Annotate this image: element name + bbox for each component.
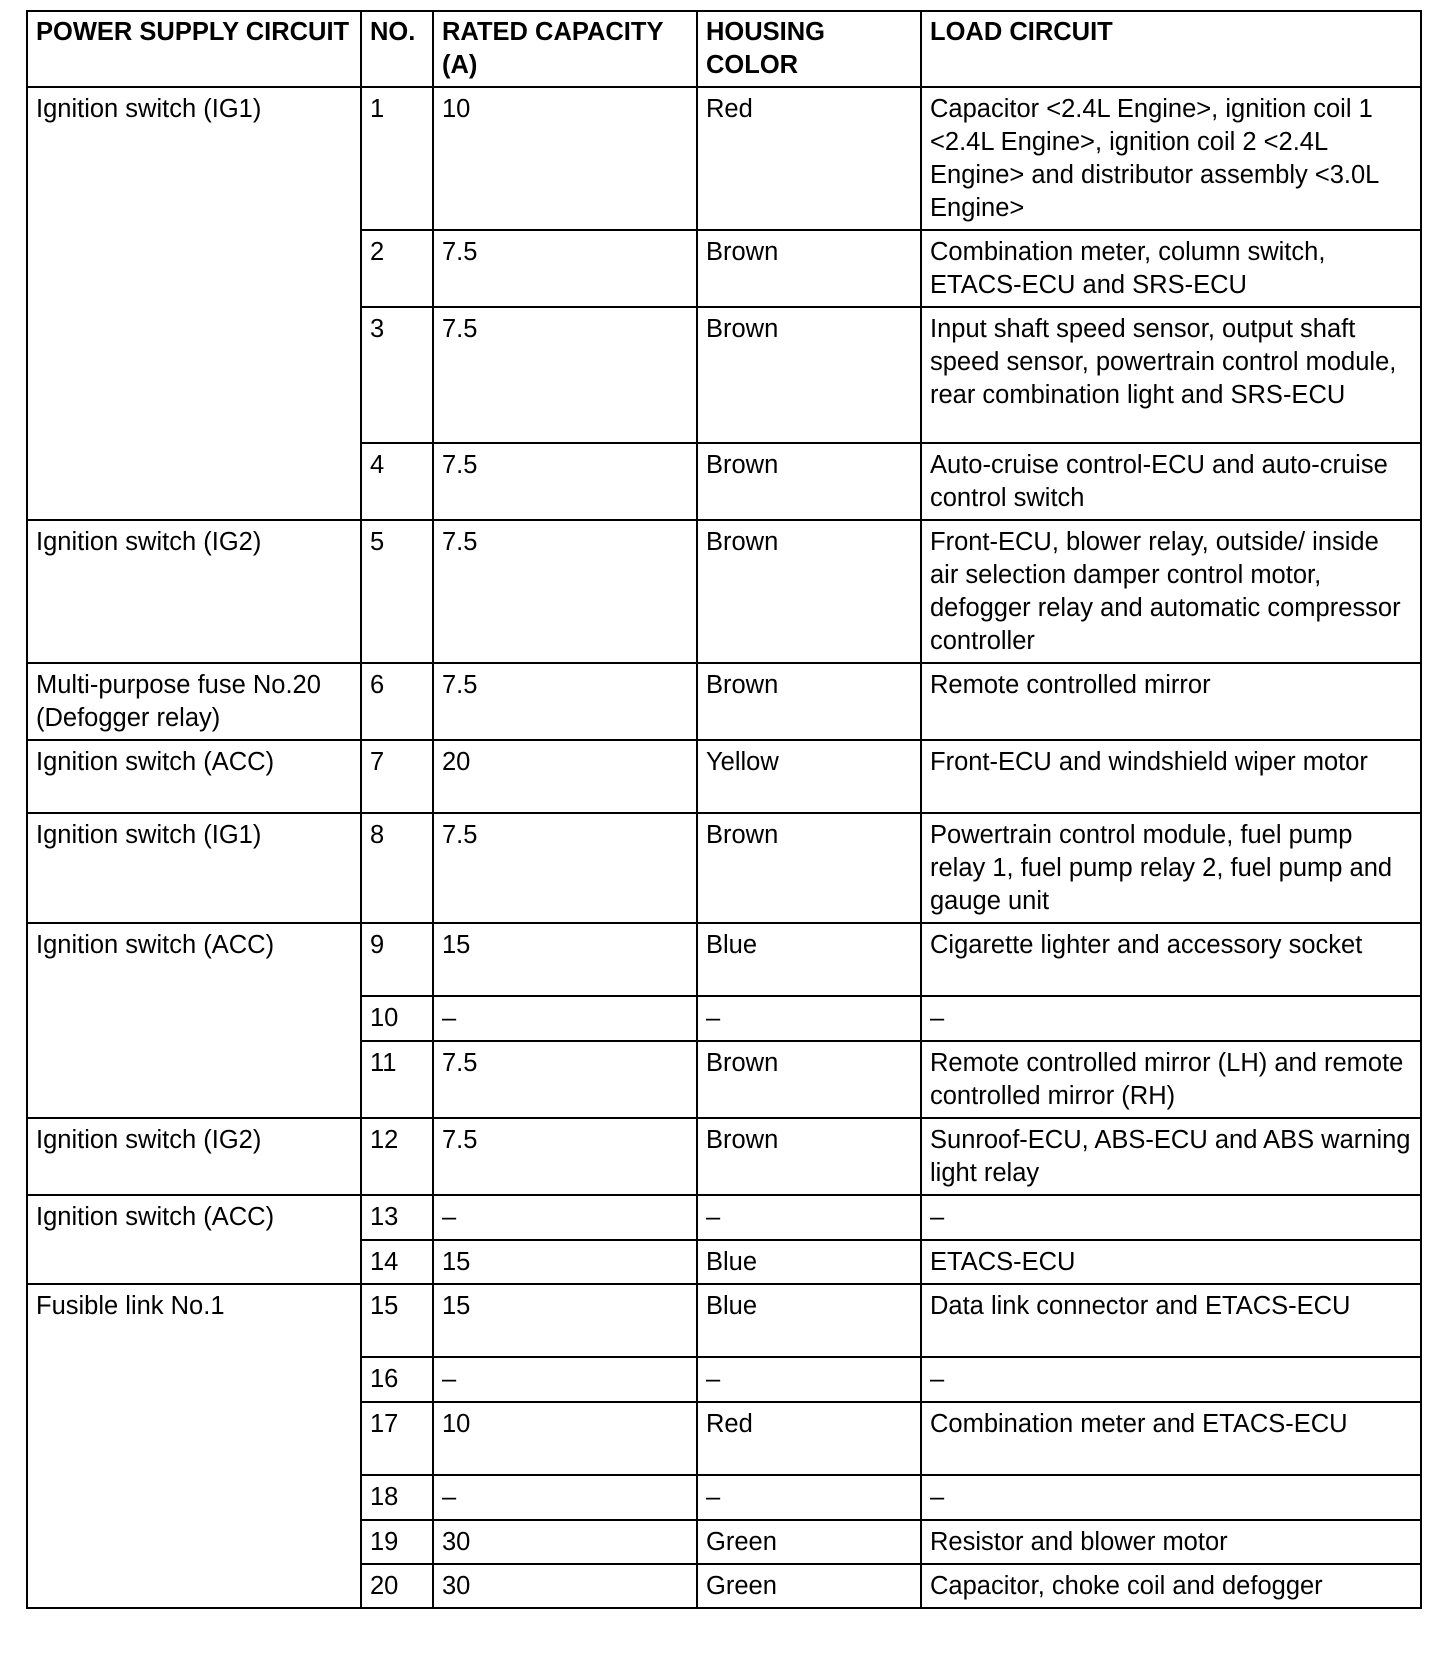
circuit-cell: Ignition switch (IG1) <box>27 87 361 520</box>
table-header <box>27 11 1421 87</box>
header-housing-color: HOUSING COLOR <box>697 11 921 87</box>
fuse-no-cell: 10 <box>361 996 433 1041</box>
housing-color-cell: Green <box>697 1564 921 1608</box>
load-circuit-cell: ETACS-ECU <box>921 1240 1421 1284</box>
table-row <box>27 87 1421 230</box>
load-circuit-cell: Resistor and blower motor <box>921 1520 1421 1564</box>
header-rated-capacity: RATED CAPACITY (A) <box>433 11 697 87</box>
housing-color-cell: – <box>697 1475 921 1520</box>
housing-color-cell: Yellow <box>697 740 921 813</box>
capacity-cell: 7.5 <box>433 230 697 307</box>
circuit-cell: Ignition switch (IG2) <box>27 1118 361 1195</box>
housing-color-cell: Green <box>697 1520 921 1564</box>
capacity-cell: 30 <box>433 1520 697 1564</box>
load-circuit-cell: – <box>921 996 1421 1041</box>
load-circuit-cell: – <box>921 1475 1421 1520</box>
load-circuit-cell: Cigarette lighter and accessory socket <box>921 923 1421 996</box>
load-circuit-cell: – <box>921 1357 1421 1402</box>
housing-color-cell: – <box>697 1357 921 1402</box>
housing-color-cell: Brown <box>697 307 921 443</box>
capacity-cell: – <box>433 1195 697 1240</box>
fuse-no-cell: 17 <box>361 1402 433 1475</box>
table-row <box>27 740 1421 813</box>
load-circuit-cell: Remote controlled mirror (LH) and remote controlled mirror (RH) <box>921 1041 1421 1118</box>
fuse-no-cell: 8 <box>361 813 433 923</box>
load-circuit-cell: Combination meter and ETACS-ECU <box>921 1402 1421 1475</box>
fuse-no-cell: 6 <box>361 663 433 740</box>
capacity-cell: 7.5 <box>433 1118 697 1195</box>
housing-color-cell: Brown <box>697 443 921 520</box>
circuit-cell: Ignition switch (ACC) <box>27 740 361 813</box>
housing-color-cell: Brown <box>697 813 921 923</box>
table-row <box>27 923 1421 996</box>
table-row <box>27 1118 1421 1195</box>
circuit-cell: Ignition switch (ACC) <box>27 1195 361 1284</box>
fuse-no-cell: 1 <box>361 87 433 230</box>
table-row <box>27 520 1421 663</box>
capacity-cell: 10 <box>433 87 697 230</box>
circuit-cell: Ignition switch (ACC) <box>27 923 361 1118</box>
fuse-no-cell: 18 <box>361 1475 433 1520</box>
load-circuit-cell: Auto-cruise control-ECU and auto-cruise control switch <box>921 443 1421 520</box>
load-circuit-cell: Powertrain control module, fuel pump relay 1, fuel pump relay 2, fuel pump and gauge unit <box>921 813 1421 923</box>
fuse-no-cell: 14 <box>361 1240 433 1284</box>
housing-color-cell: Red <box>697 1402 921 1475</box>
table-row <box>27 813 1421 923</box>
capacity-cell: 20 <box>433 740 697 813</box>
header-no: NO. <box>361 11 433 87</box>
load-circuit-cell: Sunroof-ECU, ABS-ECU and ABS warning light relay <box>921 1118 1421 1195</box>
capacity-cell: – <box>433 1357 697 1402</box>
capacity-cell: 7.5 <box>433 520 697 663</box>
header-power-supply-circuit: POWER SUPPLY CIRCUIT <box>27 11 361 87</box>
table-row <box>27 663 1421 740</box>
circuit-cell: Ignition switch (IG2) <box>27 520 361 663</box>
capacity-cell: 15 <box>433 923 697 996</box>
capacity-cell: 7.5 <box>433 1041 697 1118</box>
fuse-no-cell: 3 <box>361 307 433 443</box>
load-circuit-cell: Front-ECU and windshield wiper motor <box>921 740 1421 813</box>
fuse-no-cell: 11 <box>361 1041 433 1118</box>
fuse-no-cell: 4 <box>361 443 433 520</box>
circuit-cell: Multi-purpose fuse No.20 (Defogger relay) <box>27 663 361 740</box>
load-circuit-cell: Combination meter, column switch, ETACS-ECU and SRS-ECU <box>921 230 1421 307</box>
housing-color-cell: Brown <box>697 1118 921 1195</box>
capacity-cell: 15 <box>433 1284 697 1357</box>
fuse-no-cell: 19 <box>361 1520 433 1564</box>
table-row <box>27 1284 1421 1357</box>
fuse-no-cell: 7 <box>361 740 433 813</box>
housing-color-cell: Brown <box>697 230 921 307</box>
capacity-cell: 7.5 <box>433 443 697 520</box>
load-circuit-cell: Input shaft speed sensor, output shaft speed sensor, powertrain control module, rear combination light and SRS-ECU <box>921 307 1421 443</box>
load-circuit-cell: Front-ECU, blower relay, outside/ inside air selection damper control motor, defogger relay and automatic compressor controller <box>921 520 1421 663</box>
load-circuit-cell: Data link connector and ETACS-ECU <box>921 1284 1421 1357</box>
load-circuit-cell: Remote controlled mirror <box>921 663 1421 740</box>
load-circuit-cell: Capacitor, choke coil and defogger <box>921 1564 1421 1608</box>
capacity-cell: 7.5 <box>433 813 697 923</box>
housing-color-cell: Blue <box>697 1240 921 1284</box>
housing-color-cell: Blue <box>697 1284 921 1357</box>
housing-color-cell: Brown <box>697 663 921 740</box>
capacity-cell: 7.5 <box>433 307 697 443</box>
fuse-no-cell: 5 <box>361 520 433 663</box>
fuse-no-cell: 16 <box>361 1357 433 1402</box>
housing-color-cell: – <box>697 1195 921 1240</box>
fuse-table <box>26 10 1422 1609</box>
circuit-cell: Fusible link No.1 <box>27 1284 361 1608</box>
fuse-no-cell: 20 <box>361 1564 433 1608</box>
header-row <box>27 11 1421 87</box>
housing-color-cell: – <box>697 996 921 1041</box>
housing-color-cell: Brown <box>697 1041 921 1118</box>
table-row <box>27 1195 1421 1240</box>
load-circuit-cell: – <box>921 1195 1421 1240</box>
capacity-cell: – <box>433 996 697 1041</box>
circuit-cell: Ignition switch (IG1) <box>27 813 361 923</box>
capacity-cell: – <box>433 1475 697 1520</box>
fuse-no-cell: 9 <box>361 923 433 996</box>
fuse-no-cell: 12 <box>361 1118 433 1195</box>
housing-color-cell: Red <box>697 87 921 230</box>
capacity-cell: 30 <box>433 1564 697 1608</box>
capacity-cell: 7.5 <box>433 663 697 740</box>
fuse-no-cell: 2 <box>361 230 433 307</box>
capacity-cell: 10 <box>433 1402 697 1475</box>
capacity-cell: 15 <box>433 1240 697 1284</box>
header-load-circuit: LOAD CIRCUIT <box>921 11 1421 87</box>
table-body <box>27 87 1421 1608</box>
fuse-no-cell: 13 <box>361 1195 433 1240</box>
load-circuit-cell: Capacitor <2.4L Engine>, ignition coil 1 <2.4L Engine>, ignition coil 2 <2.4L Engine> and distributor assembly <3.0L Engine> <box>921 87 1421 230</box>
housing-color-cell: Blue <box>697 923 921 996</box>
housing-color-cell: Brown <box>697 520 921 663</box>
fuse-no-cell: 15 <box>361 1284 433 1357</box>
